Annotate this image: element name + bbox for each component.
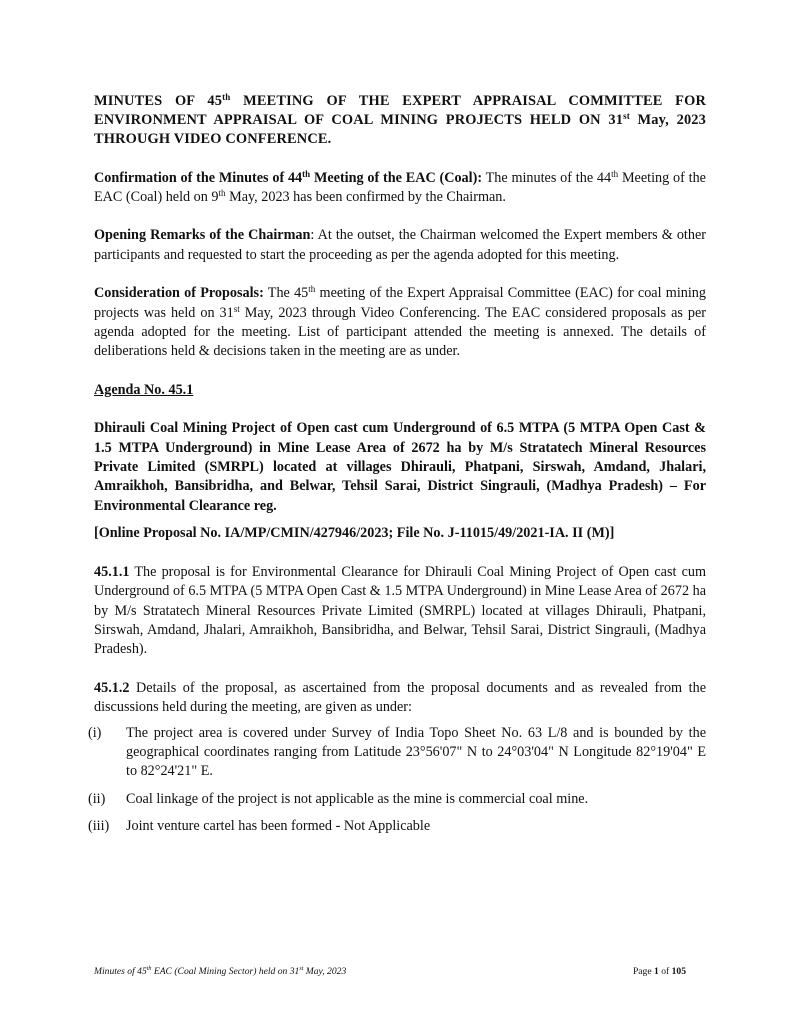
confirmation-paragraph: Confirmation of the Minutes of 44th Meeting of the EAC (Coal): The minutes of the 44th Meeting of the EAC (Coal) held on 9th May, 2023 has been confirmed by the Chairman. bbox=[94, 168, 706, 206]
document-title: MINUTES OF 45th MEETING OF THE EXPERT APPRAISAL COMMITTEE FOR ENVIRONMENT APPRAISAL OF COAL MINING PROJECTS HELD ON 31st May, 2023 THROUGH VIDEO CONFERENCE. bbox=[94, 92, 707, 148]
confirmation-heading: Confirmation of the Minutes of 44th Meeting of the EAC (Coal): bbox=[94, 168, 483, 186]
section-45-1-1: 45.1.1 The proposal is for Environmental Clearance for Dhirauli Coal Mining Project of Open cast cum Underground of 6.5 MTPA (5 MTPA Open Cast & 1.5 MTPA Underground) in Mine Lease Area of 2672 ha by M/s Stratatech Mineral Resources Private Limited (SMRPL) located at villages Dhirauli, Phatpani, Sirswah, Amdand, Jhalari, Amraikhoh, Bansibridha, and Belwar, Tehsil Sarai, District Singrauli, (Madhya Pradesh). bbox=[94, 563, 706, 658]
footer-meeting-label: Minutes of 45th EAC (Coal Mining Sector) held on 31st May, 2023 bbox=[94, 966, 347, 977]
list-item: (iii) Joint venture cartel has been formed - Not Applicable bbox=[88, 818, 431, 835]
opening-heading: Opening Remarks of the Chairman bbox=[94, 227, 311, 244]
opening-remarks-paragraph: Opening Remarks of the Chairman: At the outset, the Chairman welcomed the Expert members & other participants and requested to start the proceeding as per the agenda adopted for this meeting. bbox=[94, 227, 706, 263]
page-footer bbox=[94, 966, 706, 977]
proposal-reference: [Online Proposal No. IA/MP/CMIN/427946/2023; File No. J-11015/49/2021-IA. II (M)] bbox=[94, 525, 615, 542]
document-page bbox=[88, 92, 707, 837]
agenda-heading: Agenda No. 45.1 bbox=[94, 381, 194, 398]
list-item: (i) The project area is covered under Survey of India Topo Sheet No. 63 L/8 and is bounded by the geographical coordinates ranging from Latitude 23°56'07" N to 24°03'04" N Longitude 82°19'04" E to 82°24'21" E. bbox=[88, 724, 706, 780]
section-number: 45.1.1 bbox=[94, 563, 130, 580]
consideration-heading: Consideration of Proposals: bbox=[94, 285, 264, 302]
consideration-paragraph: Consideration of Proposals: The 45th meeting of the Expert Appraisal Committee (EAC) for coal mining projects was held on 31st May, 2023 through Video Conferencing. The EAC considered proposals as per agenda adopted for the meeting. List of participant attended the meeting is annexed. The details of deliberations held & decisions taken in the meeting are as under. bbox=[94, 284, 706, 360]
page-number: Page 1 of 105 bbox=[632, 966, 686, 977]
details-list bbox=[88, 724, 706, 837]
section-45-1-2: 45.1.2 Details of the proposal, as ascertained from the proposal documents and as revealed from the discussions held during the meeting, are given as under: bbox=[94, 679, 706, 716]
project-title: Dhirauli Coal Mining Project of Open cast cum Underground of 6.5 MTPA (5 MTPA Open Cast & 1.5 MTPA Underground) in Mine Lease Area of 2672 ha by M/s Stratatech Mineral Resources Private Limited (SMRPL) located at villages Dhirauli, Phatpani, Sirswah, Amdand, Jhalari, Amraikhoh, Bansibridha, and Belwar, Tehsil Sarai, District Singrauli, (Madhya Pradesh) – For Environmental Clearance reg. bbox=[94, 420, 706, 514]
list-item: (ii) Coal linkage of the project is not applicable as the mine is commercial coal mine. bbox=[88, 790, 589, 807]
section-number: 45.1.2 bbox=[94, 679, 130, 696]
